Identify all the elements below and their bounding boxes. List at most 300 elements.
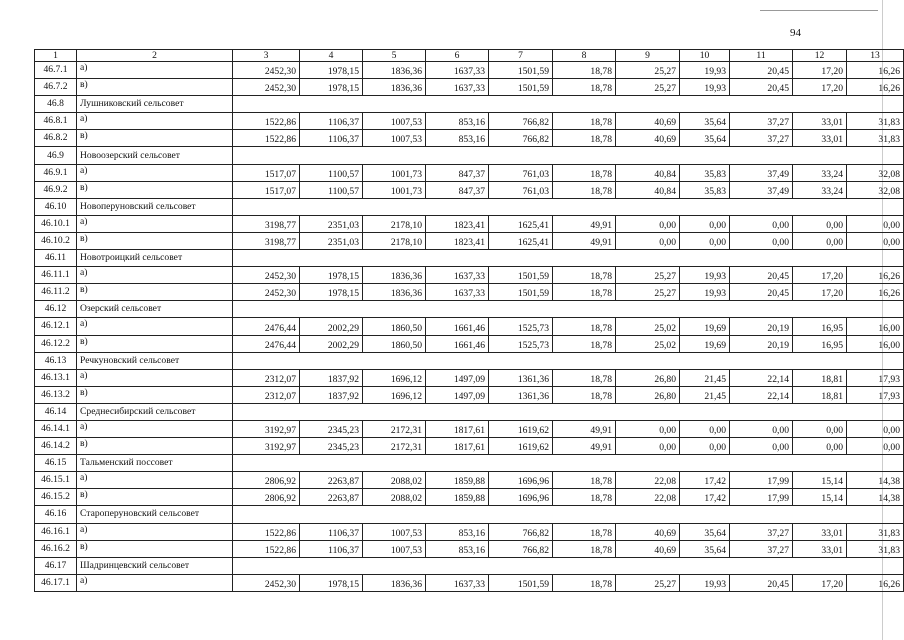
value-cell: 17,20 bbox=[793, 62, 847, 79]
value-cell: 25,27 bbox=[616, 79, 680, 96]
row-number: 46.11.1 bbox=[35, 267, 77, 284]
value-cell: 15,14 bbox=[793, 489, 847, 506]
value-cell: 2476,44 bbox=[233, 335, 300, 352]
value-cell: 1859,88 bbox=[426, 489, 489, 506]
value-cell: 1860,50 bbox=[363, 318, 426, 335]
value-cell: 35,83 bbox=[680, 164, 730, 181]
value-cell: 32,08 bbox=[847, 164, 904, 181]
value-cell: 14,38 bbox=[847, 489, 904, 506]
value-cell: 1978,15 bbox=[300, 574, 363, 591]
section-name: Тальменский поссовет bbox=[77, 455, 233, 472]
value-cell: 853,16 bbox=[426, 523, 489, 540]
value-cell: 0,00 bbox=[730, 420, 793, 437]
value-cell: 2172,31 bbox=[363, 438, 426, 455]
row-subitem: а) bbox=[77, 318, 233, 335]
value-cell: 1501,59 bbox=[489, 79, 553, 96]
value-cell: 1837,92 bbox=[300, 386, 363, 403]
row-subitem: а) bbox=[77, 62, 233, 79]
value-cell: 0,00 bbox=[847, 215, 904, 232]
value-cell: 18,78 bbox=[553, 369, 616, 386]
row-number: 46.17.1 bbox=[35, 574, 77, 591]
value-cell: 1001,73 bbox=[363, 164, 426, 181]
section-fill bbox=[233, 250, 904, 267]
value-cell: 0,00 bbox=[793, 215, 847, 232]
value-cell: 37,27 bbox=[730, 523, 793, 540]
value-cell: 18,78 bbox=[553, 574, 616, 591]
section-fill bbox=[233, 301, 904, 318]
value-cell: 1001,73 bbox=[363, 181, 426, 198]
row-subitem: в) bbox=[77, 489, 233, 506]
section-name: Среднесибирский сельсовет bbox=[77, 403, 233, 420]
value-cell: 37,49 bbox=[730, 181, 793, 198]
value-cell: 2806,92 bbox=[233, 472, 300, 489]
value-cell: 2178,10 bbox=[363, 232, 426, 249]
value-cell: 1637,33 bbox=[426, 284, 489, 301]
value-cell: 19,69 bbox=[680, 335, 730, 352]
value-cell: 31,83 bbox=[847, 113, 904, 130]
row-number: 46.15.1 bbox=[35, 472, 77, 489]
section-name: Лушниковский сельсовет bbox=[77, 96, 233, 113]
column-number-cell: 3 bbox=[233, 50, 300, 62]
table-row bbox=[35, 574, 904, 591]
value-cell: 31,83 bbox=[847, 130, 904, 147]
value-cell: 1836,36 bbox=[363, 574, 426, 591]
value-cell: 2476,44 bbox=[233, 318, 300, 335]
row-number: 46.9.1 bbox=[35, 164, 77, 181]
value-cell: 1661,46 bbox=[426, 318, 489, 335]
value-cell: 2002,29 bbox=[300, 335, 363, 352]
value-cell: 2178,10 bbox=[363, 215, 426, 232]
value-cell: 31,83 bbox=[847, 523, 904, 540]
table-row bbox=[35, 369, 904, 386]
value-cell: 17,93 bbox=[847, 386, 904, 403]
row-number: 46.16.1 bbox=[35, 523, 77, 540]
value-cell: 1860,50 bbox=[363, 335, 426, 352]
value-cell: 2088,02 bbox=[363, 489, 426, 506]
value-cell: 1637,33 bbox=[426, 79, 489, 96]
value-cell: 16,26 bbox=[847, 62, 904, 79]
value-cell: 3198,77 bbox=[233, 215, 300, 232]
table-row bbox=[35, 386, 904, 403]
section-fill bbox=[233, 147, 904, 164]
value-cell: 1525,73 bbox=[489, 318, 553, 335]
value-cell: 0,00 bbox=[680, 438, 730, 455]
table-row bbox=[35, 181, 904, 198]
table-row bbox=[35, 232, 904, 249]
value-cell: 1497,09 bbox=[426, 369, 489, 386]
row-subitem: а) bbox=[77, 369, 233, 386]
value-cell: 40,69 bbox=[616, 113, 680, 130]
section-name: Новоперуновский сельсовет bbox=[77, 198, 233, 215]
value-cell: 18,81 bbox=[793, 386, 847, 403]
section-number: 46.12 bbox=[35, 301, 77, 318]
value-cell: 17,42 bbox=[680, 472, 730, 489]
value-cell: 20,45 bbox=[730, 574, 793, 591]
value-cell: 33,01 bbox=[793, 130, 847, 147]
value-cell: 1836,36 bbox=[363, 62, 426, 79]
value-cell: 1106,37 bbox=[300, 130, 363, 147]
value-cell: 20,19 bbox=[730, 318, 793, 335]
table-row bbox=[35, 79, 904, 96]
value-cell: 49,91 bbox=[553, 438, 616, 455]
value-cell: 18,78 bbox=[553, 164, 616, 181]
section-name: Шадринцевский сельсовет bbox=[77, 557, 233, 574]
column-number-cell: 2 bbox=[77, 50, 233, 62]
value-cell: 1837,92 bbox=[300, 369, 363, 386]
value-cell: 1661,46 bbox=[426, 335, 489, 352]
value-cell: 1007,53 bbox=[363, 113, 426, 130]
table-row bbox=[35, 438, 904, 455]
column-number-cell: 13 bbox=[847, 50, 904, 62]
value-cell: 22,08 bbox=[616, 489, 680, 506]
value-cell: 2002,29 bbox=[300, 318, 363, 335]
value-cell: 35,64 bbox=[680, 540, 730, 557]
value-cell: 18,78 bbox=[553, 472, 616, 489]
value-cell: 22,08 bbox=[616, 472, 680, 489]
value-cell: 20,45 bbox=[730, 62, 793, 79]
value-cell: 1625,41 bbox=[489, 215, 553, 232]
value-cell: 16,00 bbox=[847, 318, 904, 335]
value-cell: 18,78 bbox=[553, 489, 616, 506]
value-cell: 2263,87 bbox=[300, 489, 363, 506]
value-cell: 2452,30 bbox=[233, 284, 300, 301]
row-subitem: в) bbox=[77, 232, 233, 249]
value-cell: 1497,09 bbox=[426, 386, 489, 403]
section-row bbox=[35, 403, 904, 420]
value-cell: 0,00 bbox=[680, 215, 730, 232]
value-cell: 1007,53 bbox=[363, 540, 426, 557]
value-cell: 766,82 bbox=[489, 540, 553, 557]
value-cell: 26,80 bbox=[616, 386, 680, 403]
value-cell: 25,27 bbox=[616, 574, 680, 591]
value-cell: 15,14 bbox=[793, 472, 847, 489]
table-row bbox=[35, 215, 904, 232]
value-cell: 16,95 bbox=[793, 318, 847, 335]
table-row bbox=[35, 164, 904, 181]
value-cell: 1522,86 bbox=[233, 523, 300, 540]
section-fill bbox=[233, 198, 904, 215]
value-cell: 25,02 bbox=[616, 318, 680, 335]
value-cell: 1100,57 bbox=[300, 164, 363, 181]
value-cell: 33,24 bbox=[793, 181, 847, 198]
value-cell: 35,64 bbox=[680, 523, 730, 540]
row-number: 46.9.2 bbox=[35, 181, 77, 198]
value-cell: 0,00 bbox=[680, 232, 730, 249]
value-cell: 16,26 bbox=[847, 574, 904, 591]
value-cell: 18,78 bbox=[553, 181, 616, 198]
value-cell: 2312,07 bbox=[233, 386, 300, 403]
row-number: 46.7.2 bbox=[35, 79, 77, 96]
value-cell: 20,45 bbox=[730, 284, 793, 301]
value-cell: 1978,15 bbox=[300, 284, 363, 301]
value-cell: 33,01 bbox=[793, 540, 847, 557]
value-cell: 1625,41 bbox=[489, 232, 553, 249]
section-number: 46.8 bbox=[35, 96, 77, 113]
value-cell: 25,27 bbox=[616, 62, 680, 79]
value-cell: 1007,53 bbox=[363, 523, 426, 540]
value-cell: 17,20 bbox=[793, 267, 847, 284]
row-subitem: в) bbox=[77, 130, 233, 147]
value-cell: 847,37 bbox=[426, 181, 489, 198]
value-cell: 26,80 bbox=[616, 369, 680, 386]
value-cell: 19,93 bbox=[680, 62, 730, 79]
section-name: Новотроицкий сельсовет bbox=[77, 250, 233, 267]
section-fill bbox=[233, 557, 904, 574]
value-cell: 2312,07 bbox=[233, 369, 300, 386]
table-row bbox=[35, 540, 904, 557]
value-cell: 1522,86 bbox=[233, 540, 300, 557]
value-cell: 1978,15 bbox=[300, 79, 363, 96]
value-cell: 22,14 bbox=[730, 386, 793, 403]
value-cell: 18,78 bbox=[553, 267, 616, 284]
value-cell: 35,64 bbox=[680, 130, 730, 147]
value-cell: 0,00 bbox=[793, 420, 847, 437]
section-row bbox=[35, 506, 904, 523]
value-cell: 1361,36 bbox=[489, 386, 553, 403]
section-fill bbox=[233, 506, 904, 523]
value-cell: 766,82 bbox=[489, 130, 553, 147]
section-number: 46.13 bbox=[35, 352, 77, 369]
row-subitem: а) bbox=[77, 472, 233, 489]
value-cell: 18,78 bbox=[553, 113, 616, 130]
value-cell: 0,00 bbox=[793, 232, 847, 249]
value-cell: 1696,12 bbox=[363, 369, 426, 386]
section-name: Озерский сельсовет bbox=[77, 301, 233, 318]
value-cell: 18,81 bbox=[793, 369, 847, 386]
section-row bbox=[35, 198, 904, 215]
value-cell: 16,26 bbox=[847, 79, 904, 96]
value-cell: 21,45 bbox=[680, 369, 730, 386]
value-cell: 0,00 bbox=[680, 420, 730, 437]
value-cell: 40,69 bbox=[616, 523, 680, 540]
column-number-cell: 1 bbox=[35, 50, 77, 62]
value-cell: 35,64 bbox=[680, 113, 730, 130]
value-cell: 37,27 bbox=[730, 540, 793, 557]
value-cell: 1361,36 bbox=[489, 369, 553, 386]
value-cell: 1106,37 bbox=[300, 540, 363, 557]
table-body bbox=[35, 62, 904, 592]
row-subitem: а) bbox=[77, 574, 233, 591]
value-cell: 20,45 bbox=[730, 267, 793, 284]
value-cell: 1696,12 bbox=[363, 386, 426, 403]
value-cell: 16,95 bbox=[793, 335, 847, 352]
row-subitem: а) bbox=[77, 523, 233, 540]
table-row bbox=[35, 489, 904, 506]
row-number: 46.10.2 bbox=[35, 232, 77, 249]
row-number: 46.10.1 bbox=[35, 215, 77, 232]
value-cell: 1501,59 bbox=[489, 284, 553, 301]
column-number-cell: 9 bbox=[616, 50, 680, 62]
value-cell: 761,03 bbox=[489, 164, 553, 181]
value-cell: 33,24 bbox=[793, 164, 847, 181]
value-cell: 853,16 bbox=[426, 540, 489, 557]
value-cell: 1696,96 bbox=[489, 489, 553, 506]
value-cell: 1978,15 bbox=[300, 62, 363, 79]
value-cell: 31,83 bbox=[847, 540, 904, 557]
value-cell: 19,93 bbox=[680, 284, 730, 301]
value-cell: 1522,86 bbox=[233, 130, 300, 147]
value-cell: 49,91 bbox=[553, 420, 616, 437]
value-cell: 32,08 bbox=[847, 181, 904, 198]
value-cell: 17,93 bbox=[847, 369, 904, 386]
row-subitem: а) bbox=[77, 164, 233, 181]
value-cell: 49,91 bbox=[553, 232, 616, 249]
row-number: 46.14.1 bbox=[35, 420, 77, 437]
table-row bbox=[35, 420, 904, 437]
value-cell: 37,27 bbox=[730, 113, 793, 130]
value-cell: 25,27 bbox=[616, 284, 680, 301]
value-cell: 2452,30 bbox=[233, 62, 300, 79]
value-cell: 2452,30 bbox=[233, 267, 300, 284]
row-subitem: в) bbox=[77, 540, 233, 557]
value-cell: 1501,59 bbox=[489, 574, 553, 591]
row-number: 46.13.2 bbox=[35, 386, 77, 403]
row-number: 46.11.2 bbox=[35, 284, 77, 301]
section-number: 46.16 bbox=[35, 506, 77, 523]
row-number: 46.14.2 bbox=[35, 438, 77, 455]
value-cell: 18,78 bbox=[553, 284, 616, 301]
table-row bbox=[35, 318, 904, 335]
value-cell: 1836,36 bbox=[363, 79, 426, 96]
row-number: 46.8.2 bbox=[35, 130, 77, 147]
value-cell: 22,14 bbox=[730, 369, 793, 386]
value-cell: 18,78 bbox=[553, 130, 616, 147]
value-cell: 2351,03 bbox=[300, 232, 363, 249]
section-fill bbox=[233, 352, 904, 369]
value-cell: 1637,33 bbox=[426, 267, 489, 284]
value-cell: 1517,07 bbox=[233, 181, 300, 198]
value-cell: 19,93 bbox=[680, 267, 730, 284]
value-cell: 49,91 bbox=[553, 215, 616, 232]
value-cell: 2345,23 bbox=[300, 438, 363, 455]
value-cell: 18,78 bbox=[553, 523, 616, 540]
value-cell: 847,37 bbox=[426, 164, 489, 181]
value-cell: 1501,59 bbox=[489, 62, 553, 79]
row-number: 46.13.1 bbox=[35, 369, 77, 386]
row-number: 46.16.2 bbox=[35, 540, 77, 557]
value-cell: 0,00 bbox=[847, 232, 904, 249]
value-cell: 14,38 bbox=[847, 472, 904, 489]
value-cell: 1100,57 bbox=[300, 181, 363, 198]
value-cell: 18,78 bbox=[553, 335, 616, 352]
value-cell: 3192,97 bbox=[233, 420, 300, 437]
value-cell: 2351,03 bbox=[300, 215, 363, 232]
value-cell: 1823,41 bbox=[426, 232, 489, 249]
section-name: Староперуновский сельсовет bbox=[77, 506, 233, 523]
value-cell: 18,78 bbox=[553, 318, 616, 335]
section-number: 46.11 bbox=[35, 250, 77, 267]
value-cell: 1859,88 bbox=[426, 472, 489, 489]
value-cell: 1522,86 bbox=[233, 113, 300, 130]
column-number-cell: 8 bbox=[553, 50, 616, 62]
value-cell: 1007,53 bbox=[363, 130, 426, 147]
section-fill bbox=[233, 455, 904, 472]
column-number-cell: 7 bbox=[489, 50, 553, 62]
value-cell: 2452,30 bbox=[233, 574, 300, 591]
table-row bbox=[35, 472, 904, 489]
value-cell: 1817,61 bbox=[426, 420, 489, 437]
value-cell: 18,78 bbox=[553, 62, 616, 79]
value-cell: 40,84 bbox=[616, 181, 680, 198]
value-cell: 1696,96 bbox=[489, 472, 553, 489]
row-subitem: в) bbox=[77, 284, 233, 301]
value-cell: 2263,87 bbox=[300, 472, 363, 489]
value-cell: 0,00 bbox=[616, 215, 680, 232]
row-number: 46.15.2 bbox=[35, 489, 77, 506]
value-cell: 33,01 bbox=[793, 523, 847, 540]
row-number: 46.12.2 bbox=[35, 335, 77, 352]
value-cell: 40,69 bbox=[616, 130, 680, 147]
top-rule bbox=[760, 10, 878, 11]
value-cell: 1817,61 bbox=[426, 438, 489, 455]
value-cell: 18,78 bbox=[553, 79, 616, 96]
section-fill bbox=[233, 96, 904, 113]
column-number-cell: 12 bbox=[793, 50, 847, 62]
value-cell: 2806,92 bbox=[233, 489, 300, 506]
section-number: 46.9 bbox=[35, 147, 77, 164]
value-cell: 40,69 bbox=[616, 540, 680, 557]
value-cell: 0,00 bbox=[793, 438, 847, 455]
value-cell: 761,03 bbox=[489, 181, 553, 198]
value-cell: 853,16 bbox=[426, 113, 489, 130]
value-cell: 0,00 bbox=[616, 420, 680, 437]
table-row bbox=[35, 113, 904, 130]
value-cell: 766,82 bbox=[489, 113, 553, 130]
value-cell: 1525,73 bbox=[489, 335, 553, 352]
section-fill bbox=[233, 403, 904, 420]
value-cell: 0,00 bbox=[730, 438, 793, 455]
value-cell: 0,00 bbox=[730, 215, 793, 232]
value-cell: 17,20 bbox=[793, 79, 847, 96]
column-number-cell: 10 bbox=[680, 50, 730, 62]
table-row bbox=[35, 335, 904, 352]
value-cell: 1501,59 bbox=[489, 267, 553, 284]
section-row bbox=[35, 96, 904, 113]
section-number: 46.14 bbox=[35, 403, 77, 420]
value-cell: 40,84 bbox=[616, 164, 680, 181]
value-cell: 1637,33 bbox=[426, 62, 489, 79]
section-row bbox=[35, 147, 904, 164]
section-name: Речкуновский сельсовет bbox=[77, 352, 233, 369]
section-row bbox=[35, 352, 904, 369]
row-subitem: в) bbox=[77, 386, 233, 403]
value-cell: 17,99 bbox=[730, 472, 793, 489]
value-cell: 2172,31 bbox=[363, 420, 426, 437]
table-row bbox=[35, 284, 904, 301]
value-cell: 37,27 bbox=[730, 130, 793, 147]
value-cell: 33,01 bbox=[793, 113, 847, 130]
table-row bbox=[35, 267, 904, 284]
value-cell: 1619,62 bbox=[489, 420, 553, 437]
tariff-table bbox=[34, 49, 904, 592]
value-cell: 20,19 bbox=[730, 335, 793, 352]
value-cell: 25,02 bbox=[616, 335, 680, 352]
value-cell: 16,26 bbox=[847, 284, 904, 301]
value-cell: 1106,37 bbox=[300, 113, 363, 130]
value-cell: 17,42 bbox=[680, 489, 730, 506]
value-cell: 16,00 bbox=[847, 335, 904, 352]
section-name: Новоозерский сельсовет bbox=[77, 147, 233, 164]
value-cell: 0,00 bbox=[847, 438, 904, 455]
value-cell: 21,45 bbox=[680, 386, 730, 403]
value-cell: 18,78 bbox=[553, 386, 616, 403]
table-row bbox=[35, 62, 904, 79]
value-cell: 1106,37 bbox=[300, 523, 363, 540]
page-number: 94 bbox=[790, 27, 801, 39]
value-cell: 3192,97 bbox=[233, 438, 300, 455]
column-number-cell: 4 bbox=[300, 50, 363, 62]
value-cell: 16,26 bbox=[847, 267, 904, 284]
